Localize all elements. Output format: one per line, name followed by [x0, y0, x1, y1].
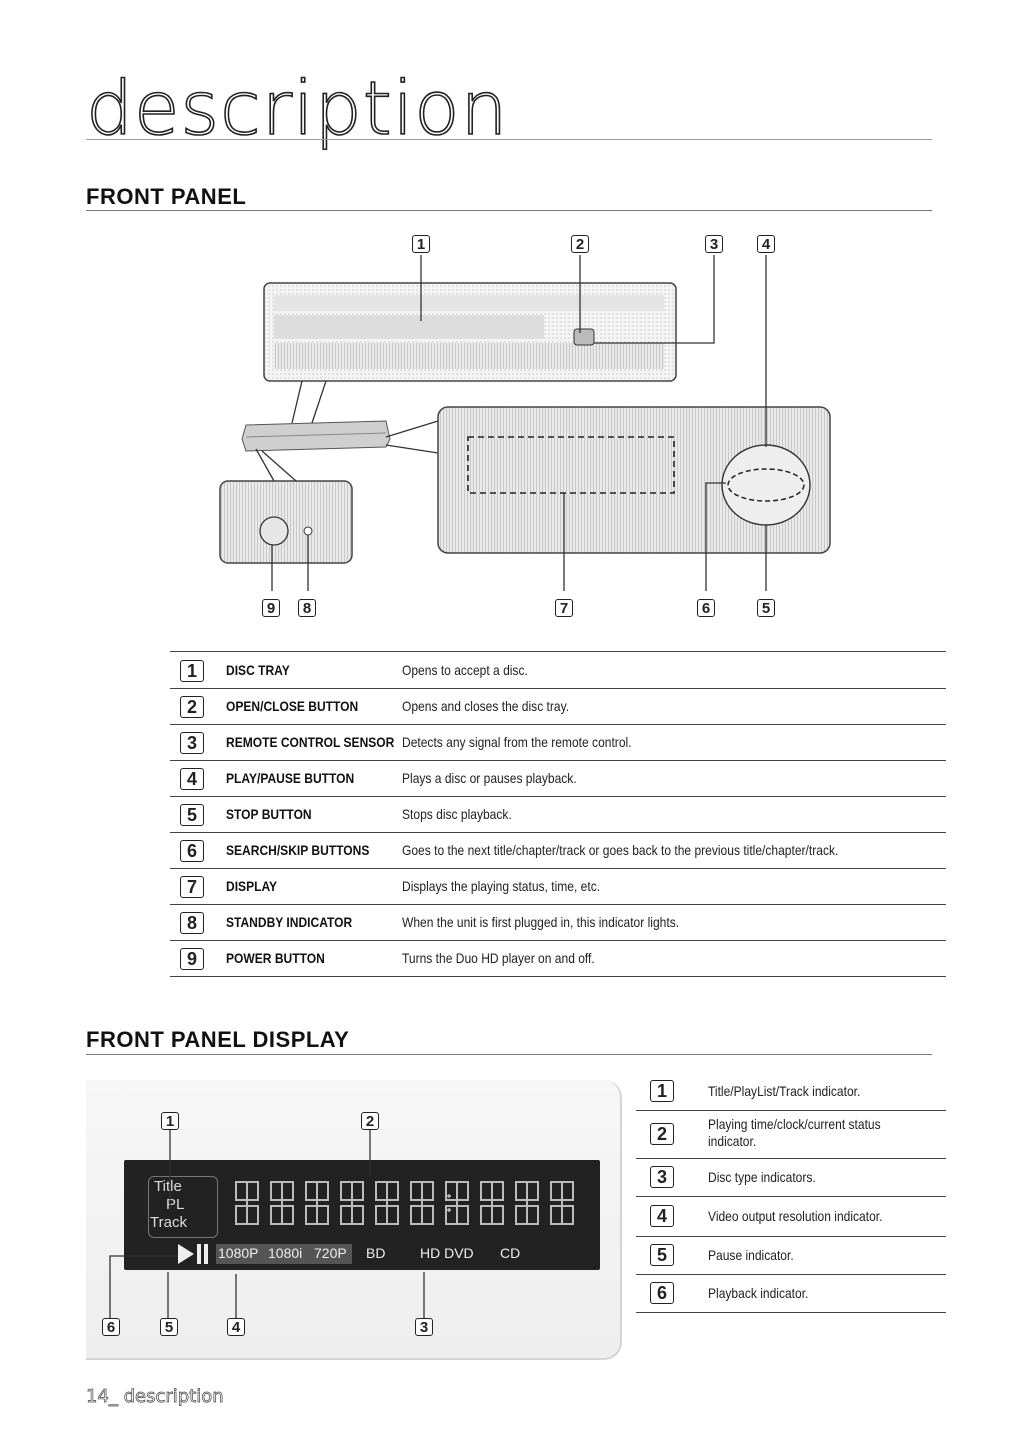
row-number: 4 [650, 1205, 674, 1227]
display-callout-4: 4 [227, 1318, 245, 1336]
row-number: 9 [180, 948, 204, 970]
row-name: SEARCH/SKIP BUTTONS [226, 842, 370, 858]
row-description: Plays a disc or pauses playback. [402, 770, 577, 786]
front-panel-display-heading: FRONT PANEL DISPLAY [86, 1027, 350, 1052]
table-row [170, 688, 946, 725]
callout-8: 8 [298, 599, 316, 617]
table-row [170, 652, 946, 689]
row-description: Playing time/clock/current status indicator. [708, 1116, 881, 1149]
row-number: 8 [180, 912, 204, 934]
indicator-bd: BD [366, 1245, 386, 1261]
list-item [636, 1236, 946, 1275]
row-description: Disc type indicators. [708, 1169, 816, 1185]
row-number: 6 [650, 1282, 674, 1304]
display-callout-2: 2 [361, 1112, 379, 1130]
row-description: Detects any signal from the remote control. [402, 734, 632, 750]
front-panel-rule [86, 210, 932, 211]
row-name: STANDBY INDICATOR [226, 914, 353, 930]
list-item [636, 1274, 946, 1313]
display-callout-1: 1 [161, 1112, 179, 1130]
row-number: 3 [180, 732, 204, 754]
table-row [170, 796, 946, 833]
indicator-720p: 720P [314, 1245, 347, 1261]
table-row [170, 832, 946, 869]
indicator-1080i: 1080i [268, 1245, 303, 1261]
list-item [636, 1110, 946, 1159]
row-description: Playback indicator. [708, 1285, 809, 1301]
row-name: POWER BUTTON [226, 950, 325, 966]
front-panel-illustration [200, 225, 860, 625]
lcd-track-label: Track [150, 1214, 187, 1231]
page-title: description [86, 66, 509, 152]
table-row [170, 904, 946, 941]
row-number: 2 [180, 696, 204, 718]
row-name: OPEN/CLOSE BUTTON [226, 698, 359, 714]
callout-9: 9 [262, 599, 280, 617]
row-name: PLAY/PAUSE BUTTON [226, 770, 355, 786]
callout-3: 3 [705, 235, 723, 253]
row-name: REMOTE CONTROL SENSOR [226, 734, 395, 750]
table-row [170, 868, 946, 905]
display-callout-6: 6 [102, 1318, 120, 1336]
indicator-1080p: 1080P [218, 1245, 259, 1261]
display-callout-3: 3 [415, 1318, 433, 1336]
row-description: Title/PlayList/Track indicator. [708, 1083, 861, 1099]
row-description: Displays the playing status, time, etc. [402, 878, 601, 894]
callout-2: 2 [571, 235, 589, 253]
row-name: STOP BUTTON [226, 806, 312, 822]
callout-1: 1 [412, 235, 430, 253]
row-number: 1 [650, 1080, 674, 1102]
list-item [636, 1072, 946, 1111]
row-number: 1 [180, 660, 204, 682]
row-number: 4 [180, 768, 204, 790]
display-zoom [438, 407, 830, 553]
row-description: Turns the Duo HD player on and off. [402, 950, 595, 966]
list-item [636, 1158, 946, 1197]
row-name: DISPLAY [226, 878, 278, 894]
lcd-title-label: Title [154, 1178, 182, 1195]
row-number: 6 [180, 840, 204, 862]
indicator-hd-dvd: HD DVD [420, 1245, 474, 1261]
row-description: Opens and closes the disc tray. [402, 698, 570, 714]
power-zoom [220, 481, 352, 563]
page-footer: 14_ description [86, 1386, 224, 1407]
row-description: Goes to the next title/chapter/track or goes back to the previous title/chapter/track. [402, 842, 839, 858]
disc-tray-zoom [264, 283, 676, 381]
player-unit [242, 421, 390, 451]
table-row [170, 760, 946, 797]
row-number: 5 [650, 1244, 674, 1266]
row-number: 5 [180, 804, 204, 826]
row-name: DISC TRAY [226, 662, 290, 678]
front-panel-heading: FRONT PANEL [86, 184, 247, 209]
row-description: Opens to accept a disc. [402, 662, 528, 678]
title-rule [86, 139, 932, 140]
row-number: 7 [180, 876, 204, 898]
front-panel-display-rule [86, 1054, 932, 1055]
table-row [170, 724, 946, 761]
callout-5: 5 [757, 599, 775, 617]
display-callout-5: 5 [160, 1318, 178, 1336]
list-item [636, 1196, 946, 1237]
row-description: Stops disc playback. [402, 806, 512, 822]
row-description: Pause indicator. [708, 1247, 794, 1263]
callout-7: 7 [555, 599, 573, 617]
row-number: 2 [650, 1123, 674, 1145]
row-description: Video output resolution indicator. [708, 1208, 883, 1224]
lcd-pl-label: PL [166, 1196, 185, 1213]
callout-4: 4 [757, 235, 775, 253]
row-number: 3 [650, 1166, 674, 1188]
callout-6: 6 [697, 599, 715, 617]
table-row [170, 940, 946, 977]
row-description: When the unit is first plugged in, this indicator lights. [402, 914, 680, 930]
indicator-cd: CD [500, 1245, 521, 1261]
